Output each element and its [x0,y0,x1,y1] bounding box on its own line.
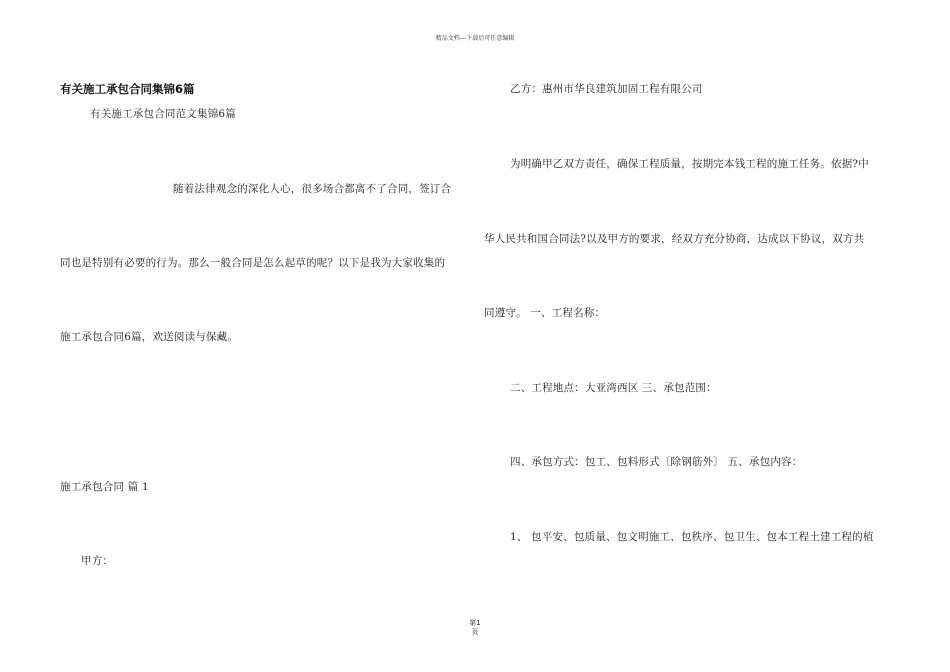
section-heading: 施工承包合同 篇 1 [60,481,149,493]
party-b-line: 乙方：惠州市华良建筑加固工程有限公司 [510,83,703,95]
intro-paragraph-line-3: 施工承包合同6篇，欢送阅读与保藏。 [60,331,239,343]
clause-method-content: 四、承包方式：包工、包料形式〔除钢筋外〕 五、承包内容： [510,456,803,468]
document-title: 有关施工承包合同集锦6篇 [60,82,195,96]
page-number [0,619,950,637]
page-number-line-1: 第1 [469,619,481,627]
party-a-label: 甲方： [81,555,114,567]
clause-location-scope: 二、工程地点：大亚湾西区 三、承包范围： [510,382,717,394]
document-subtitle: 有关施工承包合同范文集锦6篇 [90,108,236,120]
body-paragraph-line-1: 为明确甲乙双方责任，确保工程质量，按期完本钱工程的施工任务。依据?中 [510,158,869,170]
body-paragraph-line-3: 同遵守。 一、工程名称： [484,307,606,319]
intro-paragraph-line-1: 随着法律观念的深化人心，很多场合都离不了合同，签订合 [173,183,452,195]
page-header: 精品文档---下载后可任意编辑 [435,35,515,42]
page-number-line-2: 页 [471,628,479,636]
clause-item-1: 1、 包平安、包质量、包文明施工、包秩序、包卫生、包本工程土建工程的植 [510,531,874,543]
intro-paragraph-line-2: 同也是特别有必要的行为。那么一般合同是怎么起草的呢？以下是我为大家收集的 [60,257,446,269]
body-paragraph-line-2: 华人民共和国合同法?以及甲方的要求，经双方充分协商，达成以下协议，双方共 [484,233,865,245]
